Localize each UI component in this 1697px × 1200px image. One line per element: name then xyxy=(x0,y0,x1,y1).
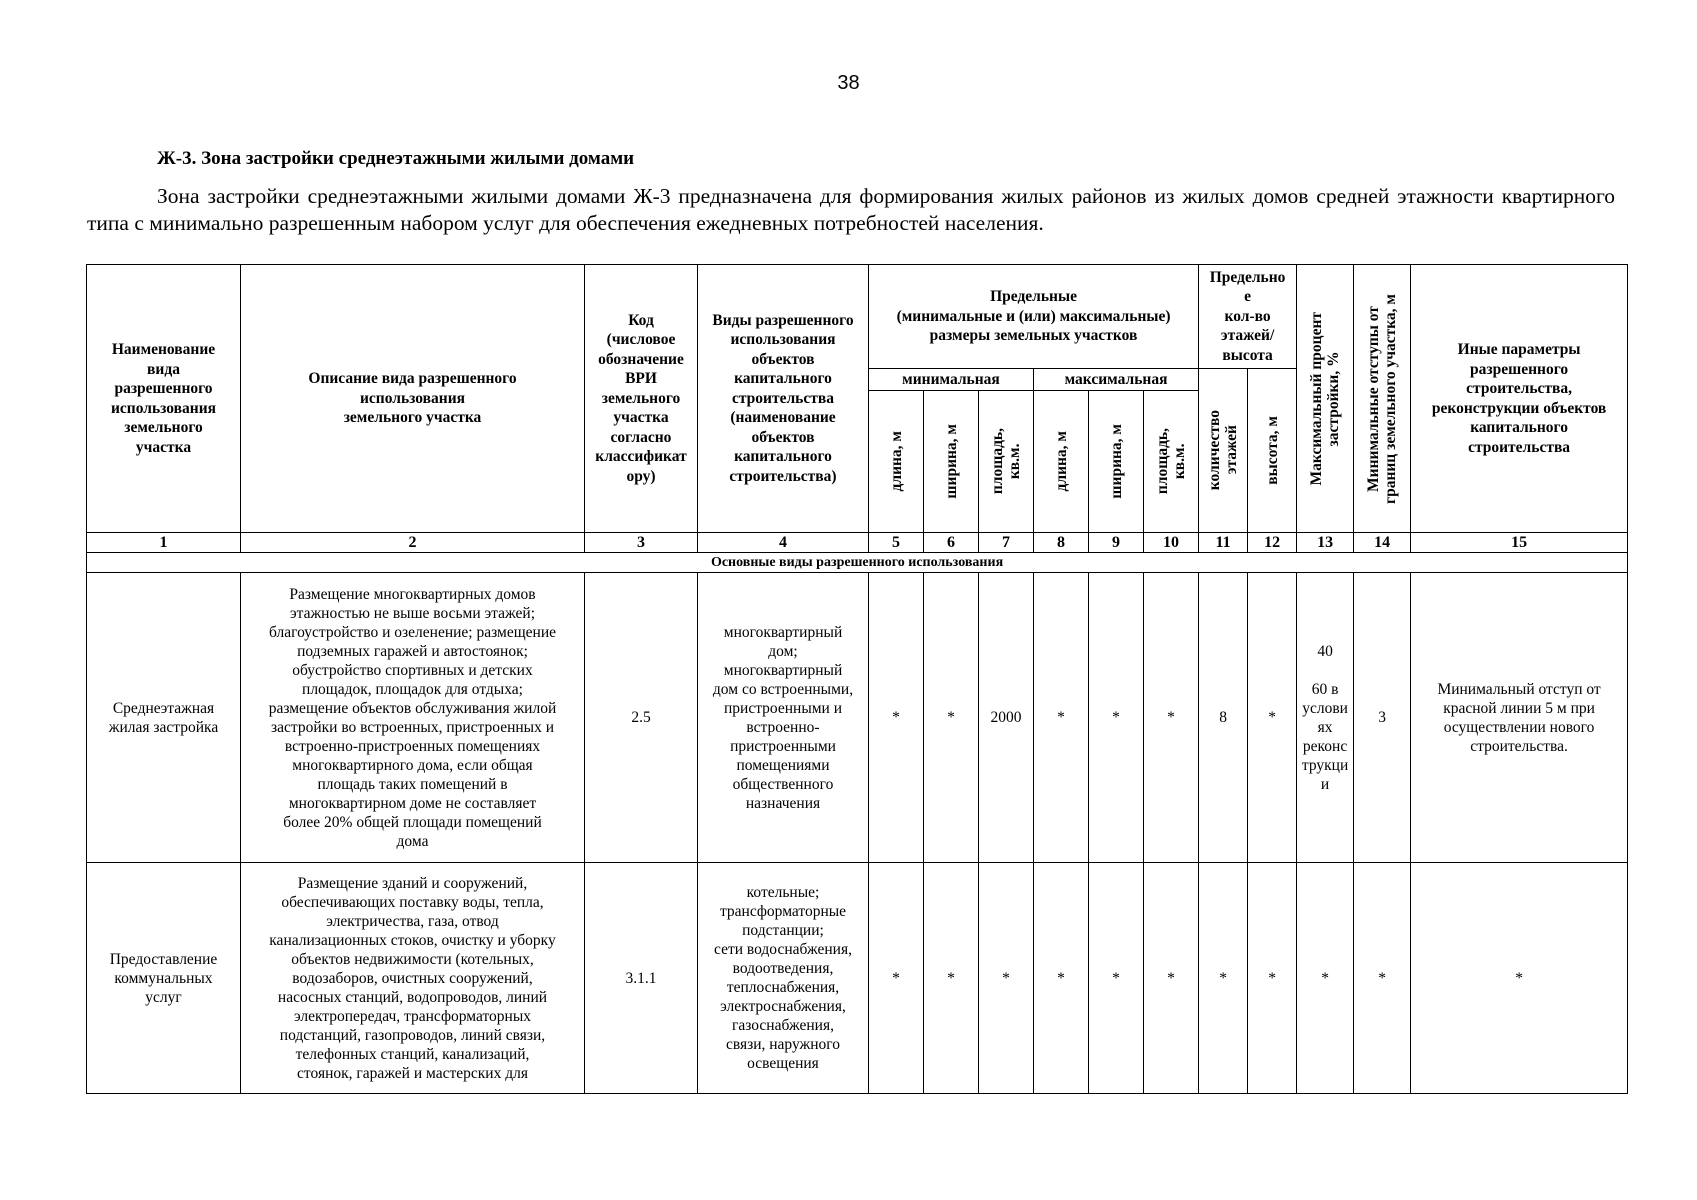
row-name: Предоставление коммунальных услуг xyxy=(87,863,241,1094)
header-row-1 xyxy=(87,265,1628,369)
header-code: Код (числовое обозначение ВРИ земельного участка согласно классификат ору) xyxy=(585,265,698,533)
zoning-table xyxy=(86,264,1628,1094)
row-floors: * xyxy=(1199,863,1248,1094)
row-description: Размещение зданий и сооружений, обеспечивающих поставку воды, тепла, электричества, газа, отвод канализационных стоков, очистку и уборку объектов недвижимости (котельных, водозаборов, очистных сооружений, насосных станций, водопроводов, линий электропередач, трансформаторных подстанций, газопроводов, линий связи, телефонных станций, канализаций, стоянок, гаражей и мастерских для xyxy=(241,863,585,1094)
header-min-area: площадь, кв.м. xyxy=(979,391,1034,533)
header-min-group: минимальная xyxy=(869,369,1034,391)
column-number: 5 xyxy=(869,533,924,553)
column-number: 13 xyxy=(1297,533,1354,553)
header-min-length: длина, м xyxy=(869,391,924,533)
row-max-area: * xyxy=(1144,573,1199,863)
column-number: 7 xyxy=(979,533,1034,553)
header-max-width: ширина, м xyxy=(1089,391,1144,533)
row-other: * xyxy=(1411,863,1628,1094)
header-floors-count: количество этажей xyxy=(1199,369,1248,533)
row-description: Размещение многоквартирных домов этажностью не выше восьми этажей; благоустройство и озеленение; размещение подземных гаражей и автостоянок; обустройство спортивных и детских площадок, площадок для отдыха; размещение объектов обслуживания жилой застройки во встроенных, пристроенных и встроенно-пристроенных помещениях многоквартирного дома, если общая площадь таких помещений в многоквартирном доме не составляет более 20% общей площади помещений дома xyxy=(241,573,585,863)
header-name: Наименование вида разрешенного использования земельного участка xyxy=(87,265,241,533)
header-max-percent: Максимальный процент застройки, % xyxy=(1297,265,1354,533)
row-height: * xyxy=(1248,573,1297,863)
header-max-group: максимальная xyxy=(1034,369,1199,391)
row-max-area: * xyxy=(1144,863,1199,1094)
table-row xyxy=(87,573,1628,863)
header-other: Иные параметры разрешенного строительства, реконструкции объектов капитального строительства xyxy=(1411,265,1628,533)
row-min-area: 2000 xyxy=(979,573,1034,863)
column-number: 12 xyxy=(1248,533,1297,553)
section-title: Основные виды разрешенного использования xyxy=(87,553,1628,573)
header-min-width: ширина, м xyxy=(924,391,979,533)
column-number: 10 xyxy=(1144,533,1199,553)
column-number: 4 xyxy=(698,533,869,553)
header-max-length: длина, м xyxy=(1034,391,1089,533)
header-min-setback: Минимальные отступы от границ земельного участка, м xyxy=(1354,265,1411,533)
column-number: 6 xyxy=(924,533,979,553)
header-max-area: площадь, кв.м. xyxy=(1144,391,1199,533)
row-name: Среднеэтажная жилая застройка xyxy=(87,573,241,863)
row-other: Минимальный отступ от красной линии 5 м при осуществлении нового строительства. xyxy=(1411,573,1628,863)
row-height: * xyxy=(1248,863,1297,1094)
header-objects: Виды разрешенного использования объектов капитального строительства (наименование объектов капитального строительства) xyxy=(698,265,869,533)
column-number: 11 xyxy=(1199,533,1248,553)
row-objects: котельные; трансформаторные подстанции; сети водоснабжения, водоотведения, теплоснабжения, электроснабжения, газоснабжения, связи, наружного освещения xyxy=(698,863,869,1094)
row-code: 2.5 xyxy=(585,573,698,863)
row-code: 3.1.1 xyxy=(585,863,698,1094)
row-max-width: * xyxy=(1089,863,1144,1094)
row-min-width: * xyxy=(924,573,979,863)
column-number: 8 xyxy=(1034,533,1089,553)
row-max-length: * xyxy=(1034,573,1089,863)
row-min-width: * xyxy=(924,863,979,1094)
column-number: 1 xyxy=(87,533,241,553)
row-max-percent: 40 60 в услови ях реконс трукци и xyxy=(1297,573,1354,863)
zone-title: Ж-3. Зона застройки среднеэтажными жилыми домами xyxy=(157,148,635,169)
header-floors-group: Предельно е кол-во этажей/ высота xyxy=(1199,265,1297,369)
row-max-length: * xyxy=(1034,863,1089,1094)
column-numbers-row xyxy=(87,533,1628,553)
header-limits: Предельные (минимальные и (или) максимальные) размеры земельных участков xyxy=(869,265,1199,369)
row-min-setback: 3 xyxy=(1354,573,1411,863)
column-number: 14 xyxy=(1354,533,1411,553)
row-min-area: * xyxy=(979,863,1034,1094)
intro-paragraph: Зона застройки среднеэтажными жилыми домами Ж-3 предназначена для формирования жилых районов из жилых домов средней этажности квартирного типа с минимально разрешенным набором услуг для обеспечения ежедневных потребностей населения. xyxy=(87,184,1615,235)
row-min-length: * xyxy=(869,573,924,863)
section-row xyxy=(87,553,1628,573)
row-objects: многоквартирный дом; многоквартирный дом со встроенными, пристроенными и встроенно- пристроенными помещениями общественного назначения xyxy=(698,573,869,863)
header-description: Описание вида разрешенного использования земельного участка xyxy=(241,265,585,533)
header-height: высота, м xyxy=(1248,369,1297,533)
page-number: 38 xyxy=(837,72,860,94)
row-min-setback: * xyxy=(1354,863,1411,1094)
table-row xyxy=(87,863,1628,1094)
column-number: 2 xyxy=(241,533,585,553)
row-max-percent: * xyxy=(1297,863,1354,1094)
column-number: 9 xyxy=(1089,533,1144,553)
column-number: 15 xyxy=(1411,533,1628,553)
row-floors: 8 xyxy=(1199,573,1248,863)
row-max-width: * xyxy=(1089,573,1144,863)
column-number: 3 xyxy=(585,533,698,553)
row-min-length: * xyxy=(869,863,924,1094)
